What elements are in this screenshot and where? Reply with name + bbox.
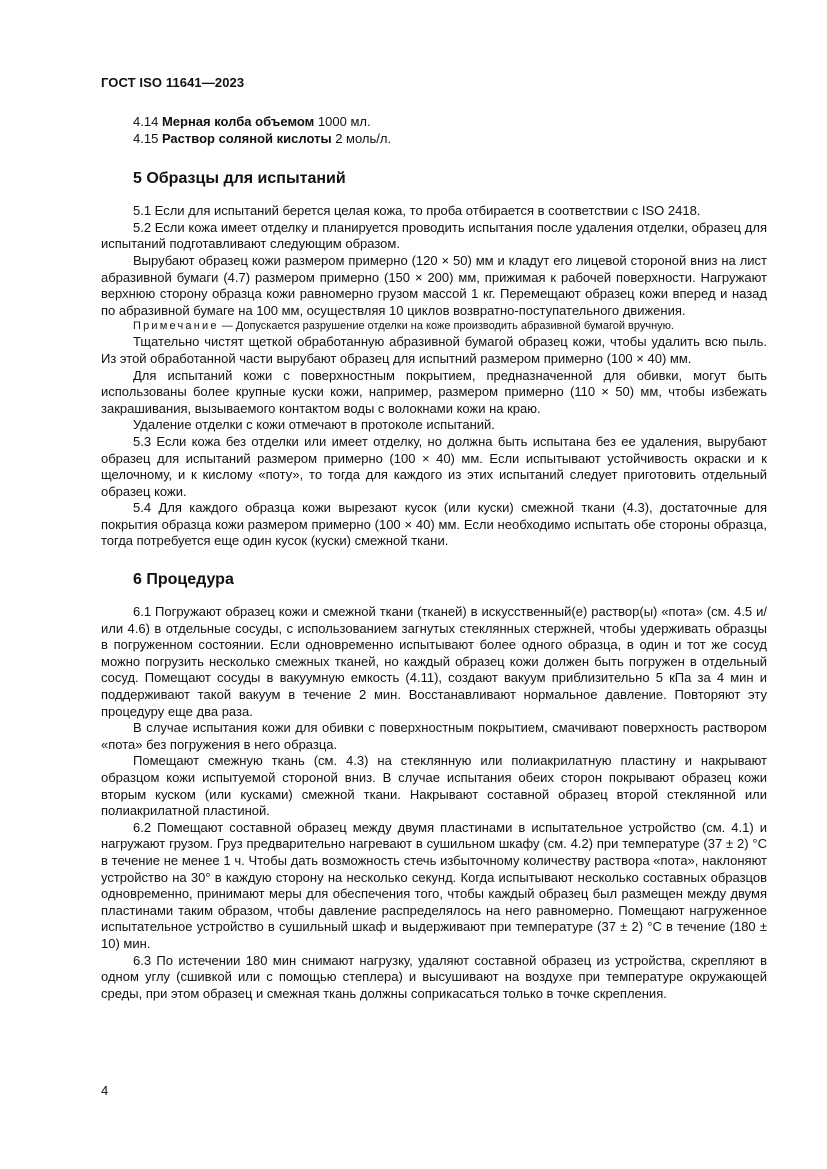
list-item-4-15: 4.15 Раствор соляной кислоты 2 моль/л. (133, 130, 392, 146)
paragraph-5-3: 5.3 Если кожа без отделки или имеет отделку, но должна быть испытана без ее удаления, вырубают образец для испытаний размером примерно (100 × 40) мм. Если испытывают устойчивость окраски и к щелочному, и к кислому «поту», то тогда для каждого из этих испытаний следует приготовить отдельный образец кожи. (101, 433, 767, 499)
term-bold: Раствор соляной кислоты (161, 130, 332, 146)
page-number: 4 (101, 1083, 109, 1098)
paragraph-5-4: 5.4 Для каждого образца кожи вырезают кусок (или куски) смежной ткани (4.3), достаточные для покрытия образца кожи размером примерно (100 × 40) мм. Если необходимо испытать обе стороны образца, тогда потребуется еще один кусок (куски) смежной ткани. (101, 500, 767, 549)
note-text: — Допускается разрушение отделки на коже производить абразивной бумагой вручную. (218, 320, 674, 333)
document-header: ГОСТ ISO 11641—2023 (101, 75, 245, 90)
paragraph-6-1-upholstery: В случае испытания кожи для обивки с поверхностным покрытием, смачивают поверхность раствором «пота» без погружения в него образца. (101, 720, 767, 752)
paragraph-5-2-cleaning: Тщательно чистят щеткой обработанную абразивной бумагой образец кожи, чтобы удалить всю пыль. Из этой обработанной части вырубают образец для испытний размером примерно (100 × 40) мм. (101, 334, 767, 366)
document-body (101, 114, 767, 1002)
paragraph-6-2: 6.2 Помещают составной образец между двумя пластинами в испытательное устройство (см. 4.1) и нагружают грузом. Груз предварительно нагревают в сушильном шкафу (см. 4.2) при температуре (37 ± 2) °С в течение не менее 1 ч. Чтобы дать возможность стечь избыточному количеству раствора «пота», наклоняют устройство на 30° в каждую сторону на несколько секунд. Когда испытывают несколько составных образцов одновременно, принимают меры для обеспечения того, чтобы каждый образец был размещен между двумя пластинами таким образом, чтобы давление распределялось на него равномерно. Помещают нагруженное испытательное устройство в сушильный шкаф и выдерживают при температуре (37 ± 2) °С в течение (180 ± 10) мин. (101, 819, 767, 951)
paragraph-5-2-report: Удаление отделки с кожи отмечают в протоколе испытаний. (133, 417, 495, 433)
paragraph-6-1-assembly: Помещают смежную ткань (см. 4.3) на стеклянную или полиакрилатную пластину и накрывают образцом кожи испытуемой стороной вниз. В случае испытания обеих сторон покрывают образец кожи вторым куском (или кусками) смежной ткани. Накрывают составной образец второй стеклянной или полиакрилатной пластиной. (101, 753, 767, 819)
list-item-4-14: 4.14 Мерная колба объемом 1000 мл. (133, 114, 371, 129)
paragraph-5-2-upholstery: Для испытаний кожи с поверхностным покрытием, предназначенной для обивки, могут быть использованы более крупные куски кожи, например, размером примерно (110 × 50) мм, чтобы избежать закрашивания, вызываемого контактом воды с волокнами кожи на краю. (101, 367, 767, 416)
paragraph-6-1: 6.1 Погружают образец кожи и смежной ткани (тканей) в искусственный(е) раствор(ы) «пота» (см. 4.5 и/или 4.6) в отдельные сосуды, с использованием загнутых стеклянных стержней, чтобы удерживать образцы в погруженном состоянии. Если одновременно испытывают более одного образца, в один и тот же сосуд можно погрузить несколько смежных тканей, но каждый образец кожи должен быть погружен в отдельный сосуд. Помещают сосуды в вакуумную емкость (4.11), создают вакуум приблизительно 5 кПа за 4 мин и поддерживают такой вакуум в течение 2 мин. Восстанавливают нормальное давление. Повторяют эту процедуру еще два раза. (101, 604, 767, 719)
paragraph-5-2: 5.2 Если кожа имеет отделку и планируется проводить испытания после удаления отделки, образец для испытаний подготавливают следующим образом. (101, 219, 767, 252)
section-5-heading: 5 Образцы для испытаний (133, 170, 346, 188)
section-6-heading: 6 Процедура (133, 571, 234, 589)
note-label: Примечание (133, 320, 219, 333)
paragraph-5-2-body: Вырубают образец кожи размером примерно (120 × 50) мм и кладут его лицевой стороной вниз на лист абразивной бумаги (4.7) размером примерно (150 × 200) мм, прижимая к рабочей поверхности. Нагружают верхнюю сторону образца кожи равномерно грузом массой 1 кг. Перемещают образец кожи вперед и назад по абразивной бумаге на 100 мм, осуществляя 10 циклов возвратно-поступательного движения. (101, 252, 767, 318)
paragraph-5-1: 5.1 Если для испытаний берется целая кожа, то проба отбирается в соответствии с ISO 2418. (133, 203, 701, 219)
note (101, 319, 767, 334)
term-bold: Мерная колба объемом (161, 114, 315, 129)
paragraph-6-3: 6.3 По истечении 180 мин снимают нагрузку, удаляют составной образец из устройства, скрепляют в одном углу (сшивкой или с помощью степлера) и высушивают на воздухе при температуре окружающей среды, при этом образец и смежная ткань должны соприкасаться только в точке скрепления. (101, 952, 767, 1001)
